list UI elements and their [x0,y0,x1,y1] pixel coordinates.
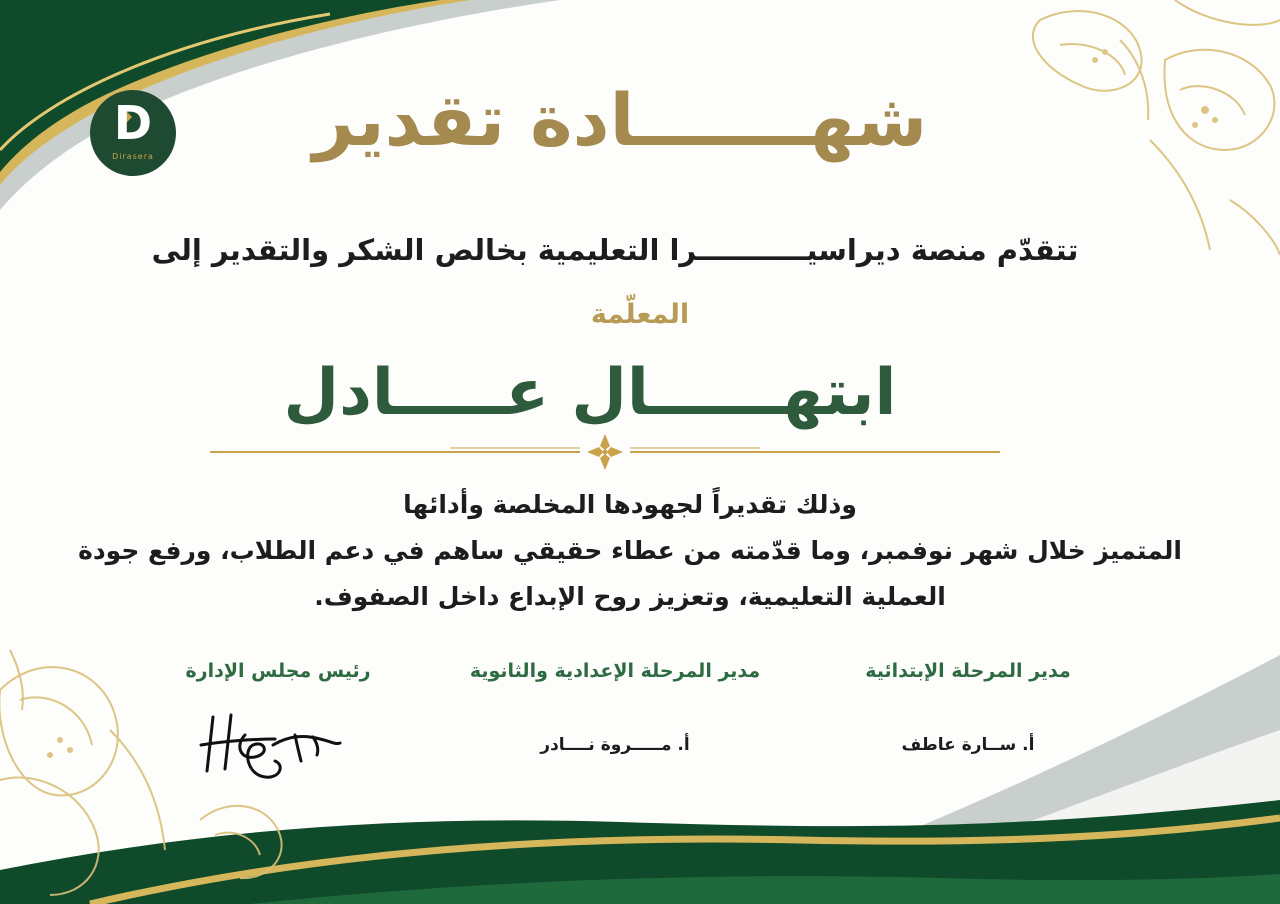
signatory-name-primary: أ. ســارة عاطف [901,735,1035,755]
body-line: العملية التعليمية، وتعزيز روح الإبداع داخل الصفوف. [314,582,946,611]
handwritten-signature [195,705,345,785]
signatory-name-secondary: أ. مـــــروة نــــادر [540,735,690,755]
fleur-ornament-icon [587,434,623,470]
body-line: وذلك تقديراً لجهودها المخلصة وأدائها [403,490,857,519]
signatory-title-primary: مدير المرحلة الإبتدائية [865,660,1071,682]
ornamental-divider [200,430,1010,474]
top-right-floral [1033,0,1280,255]
body-line: المتميز خلال شهر نوفمبر، وما قدّمته من عطاء حقيقي ساهم في دعم الطلاب، ورفع جودة [78,536,1182,565]
recipient-role: المعلّمة [590,299,690,330]
certificate-intro: تتقدّم منصة ديراسيـــــــــــرا التعليمية بخالص الشكر والتقدير إلى [151,233,1079,267]
certificate-title: شهـــــــادة تقدير [312,78,928,162]
signatory-title-secondary: مدير المرحلة الإعدادية والثانوية [469,660,761,682]
signatory-title-chairman: رئيس مجلس الإدارة [185,660,371,682]
logo-letter: D [113,96,153,150]
logo-text: Dirasera [112,152,154,161]
certificate-body [60,482,1200,620]
brand-logo [90,90,176,176]
recipient-name: ابتهــــــال عـــــادل [283,356,897,430]
